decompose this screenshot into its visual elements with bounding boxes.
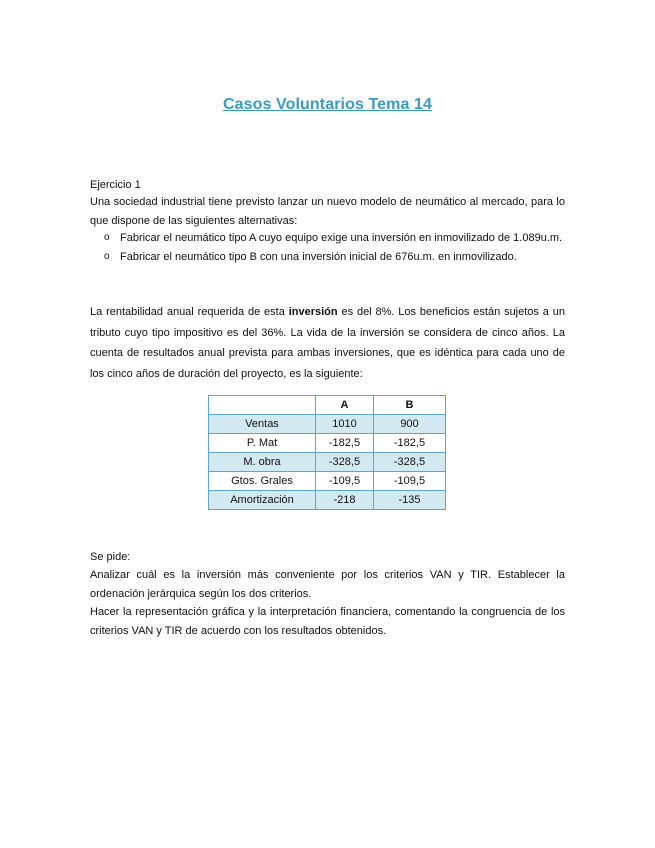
conditions-text <box>90 302 565 384</box>
conditions-bold-word: inversión <box>288 306 338 318</box>
value-a: 1010 <box>316 415 374 434</box>
table-row <box>209 453 446 472</box>
request-line: Hacer la representación gráfica y la interpretación financiera, comentando la congruencia de los criterios VAN y TIR de acuerdo con los resultados obtenidos. <box>90 606 565 637</box>
exercise-intro <box>90 193 565 230</box>
conditions-text-start: La rentabilidad anual requerida de esta <box>90 306 289 318</box>
request-heading <box>90 548 565 567</box>
row-label: Gtos. Grales <box>209 472 316 491</box>
request-line: Analizar cuál es la inversión más conveniente por los criterios VAN y TIR. Establecer la ordenación jerárquica según los dos criterios. <box>90 569 565 600</box>
value-b: -135 <box>374 491 446 510</box>
conditions-text-end: es del 8%. Los beneficios están sujetos a un tributo cuyo tipo impositivo es del 36%. La vida de la inversión se considera de cinco años. La cuenta de resultados anual prevista para ambas inversiones, que es idéntica para cada uno de los cinco años de duración del proyecto, es la siguiente: <box>90 306 565 380</box>
table-row <box>209 415 446 434</box>
value-a: -109,5 <box>316 472 374 491</box>
table-header-cell: B <box>374 396 446 415</box>
row-label: Ventas <box>209 415 316 434</box>
table-row <box>209 434 446 453</box>
bullet-marker: o <box>104 232 110 243</box>
request-heading-text: Se pide: <box>90 551 131 563</box>
conditions-paragraph <box>90 302 565 384</box>
value-a: -218 <box>316 491 374 510</box>
row-label: P. Mat <box>209 434 316 453</box>
table-row <box>209 491 446 510</box>
alternatives-list <box>90 229 565 266</box>
table-header-row <box>209 396 446 415</box>
table-header-cell <box>209 396 316 415</box>
alternative-text: Fabricar el neumático tipo B con una inversión inicial de 676u.m. en inmovilizado. <box>120 250 517 263</box>
value-b: -182,5 <box>374 434 446 453</box>
value-b: -328,5 <box>374 453 446 472</box>
value-a: -328,5 <box>316 453 374 472</box>
row-label: M. obra <box>209 453 316 472</box>
income-statement-table <box>208 395 446 510</box>
table-header-cell: A <box>316 396 374 415</box>
list-item <box>90 229 565 248</box>
value-b: -109,5 <box>374 472 446 491</box>
list-item <box>90 248 565 267</box>
value-b: 900 <box>374 415 446 434</box>
row-label: Amortización <box>209 491 316 510</box>
value-a: -182,5 <box>316 434 374 453</box>
exercise-intro-text: Una sociedad industrial tiene previsto lanzar un nuevo modelo de neumático al mercado, para lo que dispone de las siguientes alternativas: <box>90 196 565 227</box>
exercise-heading <box>90 176 565 195</box>
exercise-heading-text: Ejercicio 1 <box>90 179 141 191</box>
alternative-text: Fabricar el neumático tipo A cuyo equipo exige una inversión en inmovilizado de 1.089u.m. <box>120 232 563 244</box>
page-title: Casos Voluntarios Tema 14 <box>222 96 433 113</box>
request-body <box>90 566 565 640</box>
table-row <box>209 472 446 491</box>
bullet-marker: o <box>104 250 110 262</box>
